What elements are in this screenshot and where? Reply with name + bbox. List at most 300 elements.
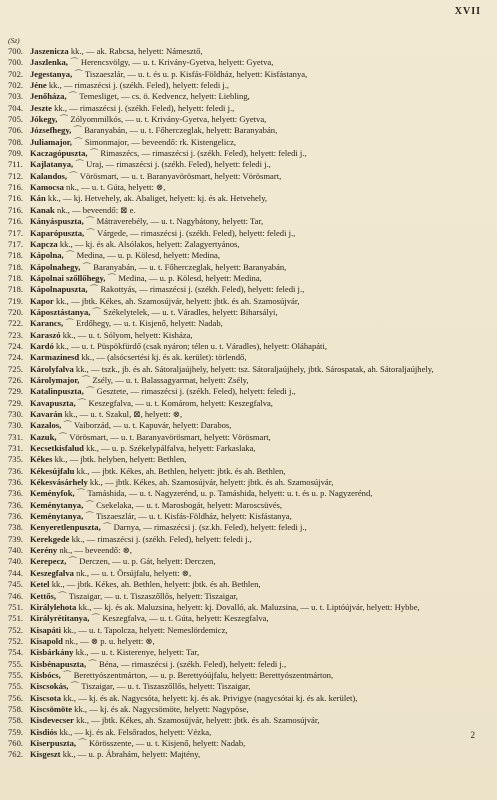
entry-text: ⌒ Temesliget, — cs. ö. Kedvencz, helyett: Liebling,	[66, 91, 250, 102]
entry-text: ⌒ Zólyommilkós, — u. t. Krivány-Gyetva, helyett: Gyetva,	[57, 114, 267, 125]
entry-name: Kardó	[30, 340, 54, 351]
entry-row	[8, 579, 490, 590]
entry-text: kk., — jbtk. helyben, helyett: Bethlen,	[52, 454, 187, 465]
entry-body	[30, 80, 490, 91]
entry-name: Kápolnai szőllőhegy,	[30, 272, 106, 283]
entry-number: 716.	[8, 182, 24, 193]
entry-body	[30, 556, 490, 567]
entry-name: Karancs,	[30, 318, 64, 329]
entry-number: 752.	[8, 635, 24, 646]
entry-text: ⌒ Rimaszécs, — rimaszécsi j. (székh. Feled), helyett: feledi j.,	[87, 148, 307, 159]
entry-body	[30, 454, 490, 465]
entry-name: Kisdiós	[30, 726, 58, 737]
entry-number: 736.	[8, 488, 24, 499]
entry-text: ⌒ Tiszaeszlár, — u. t. Kisfás-Földház, helyett: Kisfástanya,	[83, 511, 292, 522]
entry-body	[30, 591, 490, 602]
entry-number: 760.	[8, 737, 24, 748]
entry-text: ⌒ Tamáshida, — u. t. Nagyzerénd, u. p. Tamáshida, helyett: u. t. és u. p. Nagyzerénd,	[74, 488, 373, 499]
entry-name: Jaszlenka,	[30, 57, 68, 68]
entry-name: Kavarán	[30, 409, 63, 419]
entry-body	[30, 239, 490, 250]
entry-name: Kápolnahegy,	[30, 261, 81, 272]
entry-name: Jókegy,	[30, 114, 58, 125]
entry-number: 718.	[8, 284, 24, 295]
entry-text: kk., — u. t. Szakul, ⊠, helyett: ⊗,	[62, 409, 183, 419]
entry-name: Kettős,	[30, 590, 57, 601]
entry-number: 729.	[8, 397, 24, 408]
entry-row	[8, 420, 490, 431]
entry-number: 736.	[8, 499, 24, 510]
entry-row	[8, 727, 490, 738]
entry-row	[8, 466, 490, 477]
entry-body	[30, 171, 490, 182]
entry-body	[30, 386, 490, 397]
entry-text: kk., — u. p. Ábrahám, helyett: Majtény,	[60, 749, 201, 760]
entry-text: kk., — u. t. Kisterenye, helyett: Tar,	[73, 647, 200, 658]
entry-body	[30, 296, 490, 307]
entry-body	[30, 466, 490, 477]
entry-row	[8, 216, 490, 227]
entry-text: ⌒ Vörösmart, — u. t. Baranyavörösmart, helyett: Vörösmart,	[67, 170, 282, 181]
entry-text: kk., — tszk., jb. és ah. Sátoraljaújhely, helyett: tsz. Sátoraljaújhely, jbtk. Sárospatak, ah. Sátoraljaújhely,	[73, 363, 434, 374]
entry-name: Kisbénapuszta,	[30, 658, 87, 669]
entry-row	[8, 398, 490, 409]
entry-row	[8, 284, 490, 295]
entry-name: Kerény	[30, 545, 58, 556]
entry-row	[8, 103, 490, 114]
entry-row	[8, 432, 490, 443]
entry-number: 722.	[8, 318, 24, 329]
entry-text: kk., — u. p. Székelypálfalva, helyett: Farkaslaka,	[83, 443, 256, 454]
entry-row	[8, 522, 490, 533]
entry-number: 716.	[8, 216, 24, 227]
entry-body	[30, 148, 490, 159]
entry-row	[8, 307, 490, 318]
entry-name: Kányáspuszta,	[30, 216, 84, 227]
entry-name: Kiscsota	[30, 692, 62, 703]
entry-name: Kiscsokás,	[30, 681, 69, 692]
entry-name: Jegestanya,	[30, 68, 73, 79]
entry-number: 756.	[8, 692, 24, 703]
entry-text: ⌒ Berettyószentmárton, — u. p. Berettyóújfalu, helyett: Berettyószentmárton,	[60, 669, 334, 680]
entry-body	[30, 364, 490, 375]
entry-row	[8, 477, 490, 488]
entry-body	[30, 91, 490, 102]
entry-number: 717.	[8, 227, 24, 238]
entry-body	[30, 159, 490, 170]
entry-number: 731.	[8, 443, 24, 454]
entry-row	[8, 159, 490, 170]
entry-text: kk., — u. t. Sólyom, helyett: Kisháza,	[60, 329, 193, 340]
entry-number: 762.	[8, 749, 24, 760]
entry-text: kk., — jbtk. Kékes, ah. Szamosújvár, helyett: jbtk. és ah. Szamosújvár,	[87, 477, 334, 488]
entry-number: 717.	[8, 238, 24, 249]
signature-mark: 2	[470, 730, 475, 740]
entry-row	[8, 545, 490, 556]
entry-text: ⌒ Vörösmart, — u. t. Baranyavörösmart, helyett: Vörösmart,	[56, 431, 271, 442]
entry-number: 718.	[8, 261, 24, 272]
entry-row	[8, 409, 490, 420]
entry-text: ⌒ Uraj, — rimaszécsi j. (székh. Feled), helyett: feledi j.,	[73, 159, 271, 170]
entry-name: Károlyfalva	[30, 363, 74, 374]
entry-row	[8, 375, 490, 386]
page-number: XVII	[454, 6, 481, 17]
entry-body	[30, 727, 490, 738]
entry-number: 720.	[8, 306, 24, 317]
entry-row	[8, 534, 490, 545]
entry-body	[30, 647, 490, 658]
entry-name: Jenőháza,	[30, 91, 67, 102]
entry-text: ⌒ Székelytelek, — u. t. Váradles, helyett: Biharsályi,	[90, 306, 278, 317]
entry-row	[8, 738, 490, 749]
entry-number: 752.	[8, 624, 24, 635]
entry-number: 700.	[8, 57, 24, 68]
entry-body	[30, 602, 490, 613]
entry-body	[30, 250, 490, 261]
entry-body	[30, 352, 490, 363]
entry-text: kk., — jbtk. Kékes, ah. Szamosújvár, helyett: jbtk. és ah. Szamosújvár,	[73, 715, 320, 726]
entry-row	[8, 443, 490, 454]
entry-number: 703.	[8, 91, 24, 102]
entry-row	[8, 681, 490, 692]
entry-row	[8, 454, 490, 465]
entry-body	[30, 636, 490, 647]
entry-text: ⌒ Csekelaka, — u. t. Marosbogát, helyett: Maroscsüvés,	[83, 499, 283, 510]
entry-list	[8, 46, 490, 761]
entry-row	[8, 69, 490, 80]
entry-text: ⌒ Keszegfalva, — u. t. Komárom, helyett: Keszegfalva,	[75, 397, 273, 408]
entry-text: kk., — kj. és ak. Felsőrados, helyett: Vézka,	[57, 726, 212, 737]
entry-text: ⌒ Béna, — rimaszécsi j. (székh. Feled), helyett: feledi j.,	[86, 658, 287, 669]
column-label: (Sz)	[8, 36, 20, 45]
entry-number: 754.	[8, 647, 24, 658]
entry-text: ⌒ Simonmajor, — beveendő: rk. Kistengelicz,	[71, 136, 237, 147]
entry-text: ⌒ Rakottyás, — rimaszécsi j. (székh. Feled), helyett: feledi j.,	[87, 284, 305, 295]
entry-row	[8, 318, 490, 329]
entry-row	[8, 749, 490, 760]
entry-number: 718.	[8, 250, 24, 261]
entry-number: 740.	[8, 556, 24, 567]
entry-body	[30, 477, 490, 488]
entry-text: kk., — (alsócsertési kj. és ak. kerület): törlendő,	[79, 352, 247, 363]
entry-number: 755.	[8, 658, 24, 669]
entry-text: ⌒ Herencsvölgy, — u. t. Krivány-Gyetva, helyett: Gyetva,	[67, 57, 274, 68]
entry-name: Kékes	[30, 454, 53, 465]
entry-row	[8, 262, 490, 273]
entry-body	[30, 738, 490, 749]
entry-text: ⌒ Medina, — u. p. Kölesd, helyett: Medina,	[105, 272, 262, 283]
entry-number: 731.	[8, 431, 24, 442]
entry-number: 740.	[8, 545, 24, 556]
entry-name: Kaczagópuszta,	[30, 148, 88, 159]
entry-row	[8, 500, 490, 511]
entry-text: ⌒ Tiszaigar, — u. t. Tiszaszőllős, helyett: Tiszaigar,	[68, 681, 251, 692]
entry-name: Kajlatanya,	[30, 159, 74, 170]
entry-text: ⌒ Medina, — u. p. Kölesd, helyett: Medina,	[63, 250, 221, 261]
entry-row	[8, 137, 490, 148]
entry-row	[8, 330, 490, 341]
entry-row	[8, 636, 490, 647]
entry-row	[8, 386, 490, 397]
entry-text: nk., — beveendő: ⊗,	[57, 545, 132, 556]
entry-body	[30, 330, 490, 341]
entry-name: Kapcza	[30, 238, 58, 249]
entry-body	[30, 693, 490, 704]
entry-text: kk., — kj. és ak. Maluzsina, helyett: kj. Dovalló, ak. Maluzsina, — u. t. Liptóújvár, helyett: Hybbe,	[76, 601, 420, 612]
entry-row	[8, 568, 490, 579]
entry-body	[30, 500, 490, 511]
entry-name: Kisapold	[30, 635, 63, 646]
page-header	[0, 4, 497, 18]
entry-body	[30, 579, 490, 590]
entry-name: Jaszenicza	[30, 46, 69, 56]
entry-name: Kerepecz,	[30, 556, 67, 567]
entry-body	[30, 511, 490, 522]
entry-row	[8, 591, 490, 602]
entry-row	[8, 341, 490, 352]
entry-name: Kisapáti	[30, 624, 62, 635]
entry-row	[8, 57, 490, 68]
entry-text: ⌒ Zsély, — u. t. Balassagyarmat, helyett: Zsély,	[79, 374, 249, 385]
entry-text: kk., — jbtk. Kékes, ah. Szamosújvár, helyett: jbtk. és ah. Szamosújvár,	[53, 295, 300, 306]
entry-row	[8, 205, 490, 216]
entry-body	[30, 125, 490, 136]
entry-name: Kékesújfalu	[30, 465, 75, 476]
entry-number: 755.	[8, 669, 24, 680]
entry-number: 724.	[8, 352, 24, 363]
entry-body	[30, 114, 490, 125]
entry-number: 730.	[8, 420, 24, 431]
entry-number: 724.	[8, 340, 24, 351]
entry-number: 758.	[8, 715, 24, 726]
entry-row	[8, 670, 490, 681]
entry-body	[30, 307, 490, 318]
entry-body	[30, 375, 490, 386]
entry-row	[8, 511, 490, 522]
entry-name: Keszegfalva	[30, 567, 74, 578]
entry-number: 725.	[8, 363, 24, 374]
entry-name: Kápolna,	[30, 250, 64, 261]
entry-body	[30, 137, 490, 148]
entry-body	[30, 228, 490, 239]
entry-body	[30, 715, 490, 726]
entry-row	[8, 193, 490, 204]
entry-name: Kazuk,	[30, 431, 57, 442]
entry-text: nk., — ⊗ p. u. helyett: ⊗,	[62, 635, 155, 646]
entry-text: kk., — jbtk. Kékes, ah. Bethlen, helyett: jbtk. és ah. Bethlen,	[74, 465, 286, 476]
entry-row	[8, 182, 490, 193]
entry-name: Kiserpuszta,	[30, 737, 77, 748]
entry-text: ⌒ Baranyabán, — u. t. Főherczeglak, helyett: Baranyabán,	[80, 261, 287, 272]
entry-row	[8, 239, 490, 250]
entry-number: 759.	[8, 726, 24, 737]
entry-name: Kisdevecser	[30, 715, 74, 726]
entry-name: Kavapuszta,	[30, 397, 76, 408]
entry-name: Kecsetkisfalud	[30, 443, 84, 454]
entry-body	[30, 534, 490, 545]
entry-row	[8, 228, 490, 239]
entry-text: kk., — kj. és ak. Nagycsömöte, helyett: Nagypöse,	[72, 703, 249, 714]
entry-body	[30, 318, 490, 329]
entry-row	[8, 171, 490, 182]
entry-text: ⌒ Mátraverebély, — u. t. Nagybátony, helyett: Tar,	[83, 216, 264, 227]
entry-name: Karmazinesd	[30, 352, 80, 363]
entry-row	[8, 46, 490, 57]
entry-row	[8, 80, 490, 91]
entry-body	[30, 193, 490, 204]
entry-body	[30, 46, 490, 57]
entry-text: kk., — jbtk. Kékes, ah. Bethlen, helyett: jbtk. és ah. Bethlen,	[49, 579, 261, 590]
entry-name: Kisbárkány	[30, 647, 74, 658]
entry-text: ⌒ Baranyabán, — u. t. Főherczeglak, helyett: Baranyabán,	[71, 125, 278, 136]
entry-number: 726.	[8, 374, 24, 385]
entry-body	[30, 420, 490, 431]
entry-name: Kaparópuszta,	[30, 227, 85, 238]
entry-number: 700.	[8, 46, 24, 56]
entry-row	[8, 613, 490, 624]
entry-name: Keménytanya,	[30, 511, 84, 522]
entry-name: Károlymajor,	[30, 374, 80, 385]
entry-number: 716.	[8, 193, 24, 204]
entry-text: kk., — ak. Rabcsa, helyett: Námesztő,	[68, 46, 203, 56]
entry-number: 704.	[8, 102, 24, 113]
entry-body	[30, 545, 490, 556]
entry-body	[30, 284, 490, 295]
entry-name: Királyrétitanya,	[30, 613, 90, 624]
entry-body	[30, 262, 490, 273]
entry-number: 729.	[8, 386, 24, 397]
entry-number: 702.	[8, 68, 24, 79]
entry-body	[30, 57, 490, 68]
entry-body	[30, 443, 490, 454]
entry-number: 706.	[8, 125, 24, 136]
entry-name: Ketel	[30, 579, 50, 590]
entry-number: 702.	[8, 80, 24, 91]
entry-number: 723.	[8, 329, 24, 340]
entry-name: Káposztástanya,	[30, 306, 91, 317]
entry-text: ⌒ Tiszaeszlár, — u. t. és u. p. Kisfás-Földház, helyett: Kisfástanya,	[72, 68, 308, 79]
entry-body	[30, 670, 490, 681]
entry-number: 709.	[8, 148, 24, 159]
entry-text: kk., — rimaszécsi j. (székh. Feled), helyett: feledi j.,	[69, 533, 252, 544]
entry-row	[8, 273, 490, 284]
entry-body	[30, 749, 490, 760]
entry-row	[8, 114, 490, 125]
entry-name: Kisgeszt	[30, 749, 61, 760]
entry-name: Katalinpuszta,	[30, 386, 84, 397]
entry-number: 745.	[8, 579, 24, 590]
entry-number: 736.	[8, 477, 24, 488]
entry-number: 751.	[8, 613, 24, 624]
entry-name: Kazalos,	[30, 420, 62, 431]
entry-name: Kalandos,	[30, 170, 68, 181]
entry-number: 730.	[8, 409, 24, 419]
entry-name: Kerekgede	[30, 533, 70, 544]
entry-name: Jeszte	[30, 102, 52, 113]
entry-body	[30, 69, 490, 80]
entry-text: nk., — beveendő: ⊠ e.	[54, 204, 136, 215]
entry-text: kk., — kj. és ak. Alsólakos, helyett: Zalagyertyános,	[57, 238, 240, 249]
entry-number: 739.	[8, 533, 24, 544]
entry-row	[8, 556, 490, 567]
entry-row	[8, 296, 490, 307]
entry-body	[30, 568, 490, 579]
entry-row	[8, 602, 490, 613]
entry-row	[8, 659, 490, 670]
entry-row	[8, 488, 490, 499]
entry-body	[30, 488, 490, 499]
entry-row	[8, 704, 490, 715]
entry-text: ⌒ Tiszaigar, — u. t. Tiszaszőllős, helyett: Tiszaigar,	[56, 590, 238, 601]
entry-body	[30, 398, 490, 409]
entry-body	[30, 409, 490, 420]
entry-body	[30, 681, 490, 692]
entry-name: Juliamajor,	[30, 136, 72, 147]
entry-body	[30, 659, 490, 670]
entry-row	[8, 625, 490, 636]
entry-name: Kapor	[30, 295, 54, 306]
entry-row	[8, 715, 490, 726]
entry-body	[30, 432, 490, 443]
entry-row	[8, 364, 490, 375]
entry-text: kk., — kj. Hetvehely, ak. Abaliget, helyett: kj. és ak. Hetvehely,	[45, 193, 268, 204]
entry-row	[8, 125, 490, 136]
entry-number: 716.	[8, 204, 24, 215]
entry-number: 719.	[8, 295, 24, 306]
entry-name: Keménytanya,	[30, 499, 84, 510]
entry-body	[30, 341, 490, 352]
entry-text: ⌒ Várgede, — rimaszécsi j. (székh. Feled), helyett: feledi j.,	[84, 227, 296, 238]
entry-number: 735.	[8, 454, 24, 465]
entry-number: 744.	[8, 567, 24, 578]
entry-body	[30, 613, 490, 624]
entry-body	[30, 216, 490, 227]
entry-number: 736.	[8, 511, 24, 522]
entry-row	[8, 693, 490, 704]
entry-text: nk., — u. t. Örsújfalu, helyett: ⊗,	[73, 567, 192, 578]
entry-text: kk., — u. t. Tapolcza, helyett: Nemeslördemicz,	[61, 624, 228, 635]
entry-text: kk., — kj. és ak. Nagycsóta, helyett: kj. és ak. Privigye (nagycsótai kj. és ak. kerület),	[61, 692, 358, 703]
entry-body	[30, 205, 490, 216]
entry-body	[30, 625, 490, 636]
entry-name: Kán	[30, 193, 46, 204]
entry-row	[8, 148, 490, 159]
entry-number: 746.	[8, 590, 24, 601]
entry-number: 751.	[8, 601, 24, 612]
entry-text: kk., — rimaszécsi j. (székh. Feled), helyett: feledi j.,	[46, 80, 230, 91]
entry-name: Karaszó	[30, 329, 61, 340]
entry-name: Kenyeretlenpuszta,	[30, 522, 101, 533]
entry-text: ⌒ Derczen, — u. p. Gát, helyett: Derczen,	[66, 556, 216, 567]
entry-name: Kékesvásárhely	[30, 477, 88, 488]
entry-name: Kápolnapuszta,	[30, 284, 88, 295]
entry-body	[30, 522, 490, 533]
entry-body	[30, 103, 490, 114]
entry-number: 718.	[8, 272, 24, 283]
entry-name: Kamocsa	[30, 182, 64, 193]
entry-number: 705.	[8, 114, 24, 125]
entry-body	[30, 182, 490, 193]
entry-number: 708.	[8, 136, 24, 147]
entry-name: Jéne	[30, 80, 47, 91]
entry-text: ⌒ Erdőhegy, — u. t. Kisjenő, helyett: Nadab,	[63, 318, 223, 329]
entry-row	[8, 352, 490, 363]
entry-number: 712.	[8, 170, 24, 181]
entry-number: 755.	[8, 681, 24, 692]
entry-name: Kisbócs,	[30, 669, 61, 680]
entry-text: ⌒ Keszegfalva, — u. t. Gúta, helyett: Keszegfalva,	[89, 613, 269, 624]
entry-body	[30, 704, 490, 715]
